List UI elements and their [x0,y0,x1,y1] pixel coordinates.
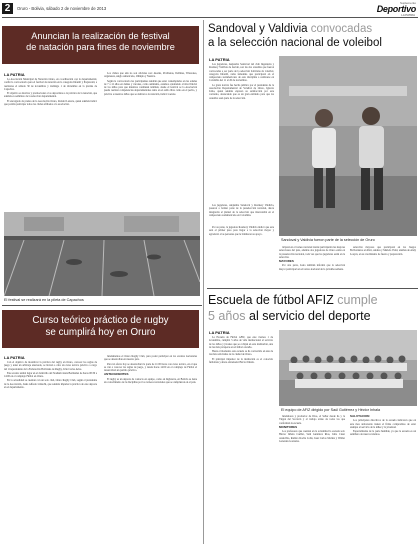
article3-paragraph: ticipará en el torneo nacional donde participarán las mejores selecciones del país, además dos jugadoras de Oruro están en la preselección nacional, toda vez que las jugadoras están en la selección. [279,246,345,259]
article2-paragraph: Para tal efecto hoy se desarrollará la parte de 11:00 horas con curso teórico, en el que se van a conocer las reglas de juego, y desde horas 14:00 en el complejo de Fútbol el desarrollará un partido práctico. [104,362,197,372]
article4-headline-accent-2: 5 años [208,309,246,323]
article4-headline-line1: Escuela de fútbol AFIZ cumple [208,293,378,307]
article1-paragraph: El encargado de prensa de la Asociación Oruro, Ronald Lazarte, quien además indicó que podrán participar todos los clubes afiliados a la asociación. [4,99,97,106]
article3-paragraph: La grata noticia fue hecha pública por el presidente de la Asociación Departamental de Voleibol de Oruro, Ignacio Lima, quien además expresó su satisfacción por este convenio, destacando que es un gran estímulo para que los orureños sean parte de la selección. [209,83,274,100]
article1-paragraph: Los clubes que aún no son oficiales son: Akonís, Profinatas, Delfines, Tiburones, Arganaura, Anglo Americano, Olimpia y Nautica. [104,72,197,79]
article2-column-1 [4,361,97,543]
article1-paragraph: La Asociación Municipal de Natación Oruro, en coordinación con la departamental, confió la convocatoria para el festival de natación en la categoría Infantil y Prejuvenil, a realizarse el sábado 30 de noviembre y domingo 1 de diciembre en la piscina de Capachos. [4,78,97,91]
article1-headline-band [2,26,199,64]
article4-headline-line2: 5 años al servicio del deporte [208,309,371,323]
masthead-logo [358,1,418,17]
article3-paragraph: Por otra parte, Luna también informó que la selección mayor participará en el torneo nacional de la próxima semana. [279,264,345,271]
article3-column-1 [209,63,274,203]
article4-paragraph: El principal impulsor de la institución es el conocido futbolista y ahora entrenador Héctor Inhala. [209,357,273,364]
article4-kicker: LA PATRIA [209,330,230,335]
article3-kicker: LA PATRIA [209,57,230,62]
article4-photo-team [279,330,417,406]
article3-paragraph: Las jugadoras, Alejandra Sandoval del club Ingeniería y Rosmery Valdivia de Alevín, son las dos orureñas que fueron convocadas a ser parte de la selección boliviana de voleibol, categoría Infantil, rama femenina que participará en el campeonato sudamericano de esta disciplina a realizarse en Colombia del 11 al 26 de noviembre. [209,63,274,83]
article2-headline-line2: se cumplirá hoy en Oruro [45,327,156,338]
article4-column-2 [279,415,345,543]
article2-paragraph: Con el objetivo de incentivar la práctica del rugby en Oruro, conocer las reglas de juego y tener un arbitraje adecuado, se llevará a cabo un curso teórico práctico a cargo del vicepresidente de la Federación Boliviana de Rugby, Iván Carlos Arias. [4,361,97,371]
article3-column-2 [209,204,274,224]
article2-column-2 [104,355,197,543]
logo-top-text: Suplemento [399,1,416,5]
article3-headline [208,22,418,50]
article1-column-1 [4,78,97,210]
article1-photo-swimming-pool [4,212,200,296]
logo-sub-text: LA PATRIA [401,13,415,17]
article3-paragraph: Por su parte, la jugadora Rosmery Valdivia indicó que este será el primer paso para llegar a la selección mayor y agradeció a las personas que le brindaron su apoyo. [209,226,274,236]
article3-headline-line2: a la selección nacional de voleibol [208,37,382,49]
article4-column-1 [209,336,273,543]
article4-paragraph: La Escuela de Fútbol AFIZ, que este viernes 1 de noviembre, cumplió 5 años de vida institucional al servicio de los niños y jóvenes que se cobijan en esta institución, una de las más prósperas en el fútbol orureño. [209,336,273,349]
article3-headline-line1: Sandoval y Valdivia convocadas [208,23,373,35]
article1-kicker: LA PATRIA [4,72,25,77]
article2-headline-line1: Curso teórico práctico de rugby [32,315,169,326]
article1-headline-line1: Anuncian la realización de festival [31,31,170,41]
article3-column-3 [279,246,345,286]
article4-photo-caption: El equipo de AFIZ dirigido por Saúl Gutiérrez y Héctor Inhala [281,408,380,412]
article4-paragraph: Los principales directivos de la escuela indicaron que en este mes aniversario tienen el firme compromiso de estar siempre al servicio de la niñez y la juventud. [350,419,416,429]
article3-photo-volleyball-players [279,56,417,236]
page-number-box: 2 [2,3,13,14]
article2-paragraph: Este evento tendrá lugar en el domicilio del Stadium Jesús Bermúdez de horas 08:30 a 14:00 en el complejo Fútbol en Oruro. [4,371,97,378]
article4-subhead: SALUTACIÓN [350,415,370,418]
article4-subhead: MONITORES [279,424,298,429]
article2-paragraph: El rugby es un deporte de contacto en equipo, como en Inglaterra, en Bolivia se tiene un conocimiento de la disciplina por los torneos nacionales que se cumplieron en el país. [104,377,197,384]
logo-main-text: Deportivo [376,4,416,14]
article4-column-3 [350,415,416,543]
article2-kicker: LA PATRIA [4,355,25,360]
article3-paragraph: selección mayores que participará en los Juegos Bolivarianos en Perú, Andrea y Mariela Vidal, además de Andy Loayza, en su crecimiento de fuerza y preparación. [350,246,416,256]
article4-headline [208,292,418,324]
article1-photo-caption: El festival se realizará en la pileta de Capachos [4,298,84,302]
article1-bottom-rule [2,305,202,306]
article3-headline-accent: convocadas [310,23,373,35]
article3-paragraph: Las jugadoras, Alejandra Sandoval y Rosmery Valdivia, pasaron a formar parte de la preselección nacional, ahora integrarán el plantel de la selección que intervendrá en el campeonato sudamericano en Colombia. [209,204,274,217]
article4-paragraph: Los profesores que cuentan en la actualidad la escuela son: Héctor Inhala Cuéllar, Saúl Gutiérrez Rios, Julio César Arancibia, Ramiro Rocha Colin, Juan Carlos Molina y Wilder Gonzales Gonzales. [279,430,345,443]
article3-photo-caption: Sandoval y Valdivia fueron parte de la selección de Oruro [281,238,375,242]
article4-paragraph: Especialmente de la parte humilde, ya que la escuela es un semillero de nuevos talentos. [350,430,416,437]
article1-paragraph: El objetivo es motivar y promocionar a los deportistas a la práctica de la natación, que además es semillero de la selección departamental. [4,92,97,99]
article1-headline-line2: de natación para fines de noviembre [26,42,175,52]
vertical-divider [203,20,204,544]
article2-subhead: ANTECEDENTES [104,372,129,377]
article2-paragraph: fundamentos el Oruro Rugby Club, para poder participar en los eventos nacionales que se desarrollan en nuestro país. [104,355,197,362]
article4-headline-accent-1: cumple [337,293,378,307]
article4-paragraph: fundadores y productor de Dios, el Señor desde ha y la Virgen del Socavón y al trabajo arduo de todos los que conforman la escuela. [279,415,345,425]
article3-column-4 [350,246,416,286]
article4-paragraph: Hasta el momento esta escuela se ha convertido en una de las más solicitadas de la ciudad de Oruro. [209,350,273,357]
header-rule [2,17,418,18]
article3-column-2-cont [209,226,274,250]
article3-subhead: MAYORES [279,259,294,263]
article2-paragraph: En la actualidad se cuentan con un solo club, Oruro Rugby Club, según el presidente de la Asociación, Jesús Alfredo Limachi, que además impulsa la práctica de este deporte en el departamento. [4,379,97,389]
edition-line: Oruro - Bolivia, sábado 2 de noviembre de 2013 [17,6,107,11]
article1-column-2 [104,72,197,210]
article2-headline-band [2,310,199,348]
article1-paragraph: Según la convocatoria los participantes tendrán que estar contemplados en las edades de 7 a 12 años en damas y varones, como asimismo, estamos orientando al nivel Inicial de los niños para que mientras continúan también, desde el festival se la Asociación pueda realizar competencias departamentales tanto en el estilo libre como en el pecho, y práctica a nuestros niños que se dedican a la natación, indicó Lazarte. [104,79,197,96]
article3-bottom-rule [207,288,418,289]
